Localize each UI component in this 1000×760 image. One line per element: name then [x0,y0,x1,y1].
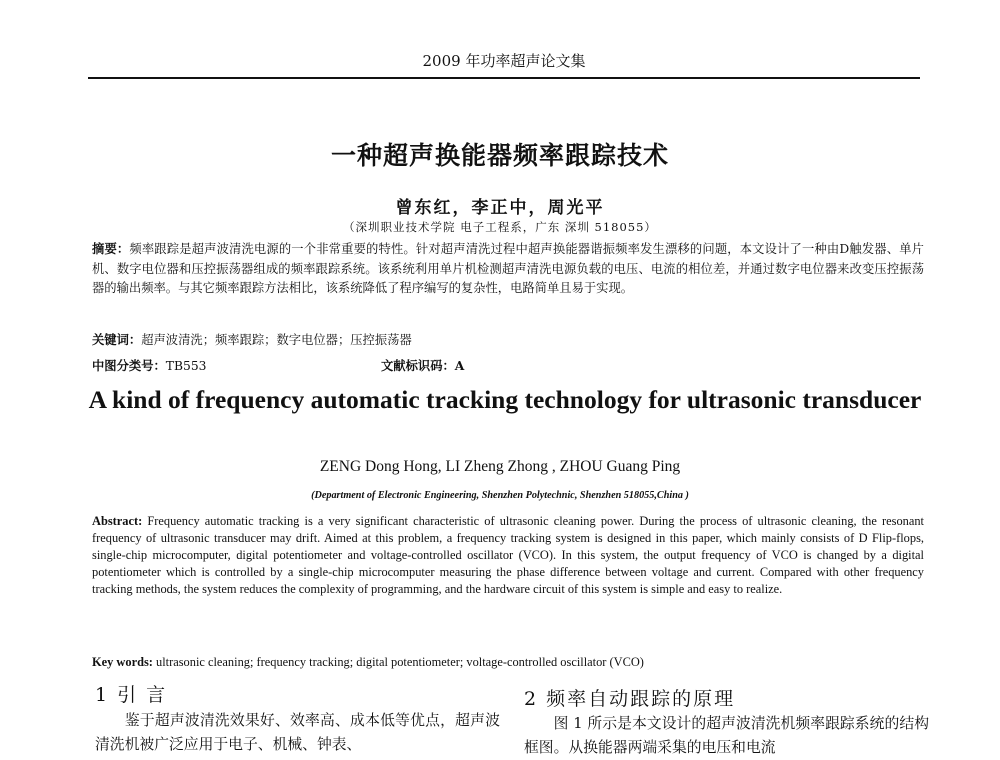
section-paragraph-principle [524,712,929,760]
english-affiliation: (Department of Electronic Engineering, Shenzhen Polytechnic, Shenzhen 518055,China ) [311,490,689,501]
english-keywords-label: Key words: [92,655,153,669]
chinese-abstract [92,239,924,299]
chinese-affiliation: （深圳职业技术学院 电子工程系，广东 深圳 518055） [343,220,657,234]
classification-label: 中图分类号： [92,358,166,373]
document-code-label: 文献标识码： [381,358,455,373]
chinese-keywords-label: 关键词： [92,332,142,347]
english-keywords-text: ultrasonic cleaning; frequency tracking; digital potentiometer; voltage-controlled oscillator (VCO) [156,655,644,669]
section-heading-introduction: 1 引 言 [95,684,168,706]
chinese-abstract-label: 摘要： [92,241,130,256]
header-rule [88,77,920,79]
document-code [381,356,464,376]
english-abstract [92,513,924,598]
chinese-keywords-text: 超声波清洗；频率跟踪；数字电位器；压控振荡器 [141,333,412,347]
chinese-title: 一种超声换能器频率跟踪技术 [330,141,669,170]
introduction-text: 鉴于超声波清洗效果好、效率高、成本低等优点，超声波清洗机被广泛应用于电子、机械、钟表、 [95,712,500,753]
english-keywords [92,654,924,671]
principle-text: 图 1 所示是本文设计的超声波清洗机频率跟踪系统的结构框图。从换能器两端采集的电压和电流 [524,715,929,756]
classification-value: TB553 [165,359,207,373]
chinese-keywords [92,330,924,350]
running-header: 2009 年功率超声论文集 [422,52,586,70]
english-abstract-label: Abstract: [92,514,143,528]
classification-line [92,356,924,376]
english-title: A kind of frequency automatic tracking technology for ultrasonic transducer [88,385,922,414]
chinese-authors: 曾东红，李正中，周光平 [395,198,605,218]
section-paragraph-introduction [95,709,500,757]
document-code-value: A [454,358,465,373]
chinese-abstract-text: 频率跟踪是超声波清洗电源的一个非常重要的特性。针对超声清洗过程中超声换能器谐振频率发生漂移的问题，本文设计了一种由D触发器、单片机、数字电位器和压控振荡器组成的频率跟踪系统。该系统利用单片机检测超声清洗电源负载的电压、电流的相位差，并通过数字电位器来改变压控振荡器的输出频率。与其它频率跟踪方法相比，该系统降低了程序编写的复杂性，电路简单且易于实现。 [92,242,924,295]
english-abstract-text: Frequency automatic tracking is a very significant characteristic of ultrasonic cleaning power. During the process of ultrasonic cleaning, the resonant frequency of ultrasonic transducer may drift. Aimed at this problem, a frequency tracking system is designed in this paper, which mainly consists of D Flip-flops, single-chip microcomputer, digital potentiometer and voltage-controlled oscillator (VCO). In this system, the output frequency of VCO is changed by a digital potentiometer which is controlled by a single-chip microcomputer measuring the phase difference between voltage and current. Compared with other frequency tracking methods, the system reduces the complexity of programming, and the hardware circuit of this system is simple and easy to realize. [92,514,924,596]
english-authors: ZENG Dong Hong, LI Zheng Zhong , ZHOU Guang Ping [319,458,681,475]
section-heading-principle: 2 频率自动跟踪的原理 [524,688,736,710]
